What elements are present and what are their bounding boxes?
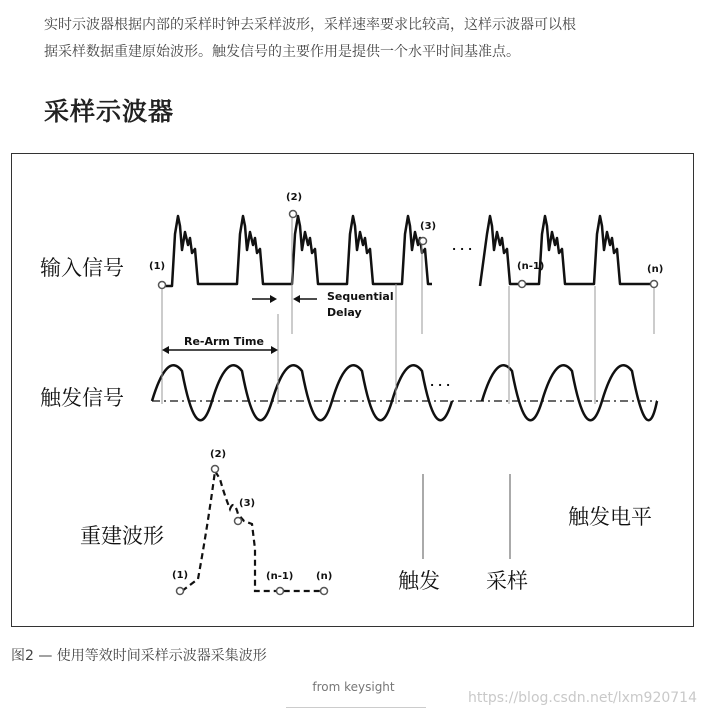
figure-caption: 图2 — 使用等效时间采样示波器采集波形 (11, 648, 267, 664)
row-label-trigger: 触发信号 (40, 386, 124, 410)
input-point-label-2: (2) (286, 192, 303, 203)
rearm-time-arrowhead-right (271, 346, 278, 354)
sampling-oscilloscope-diagram (11, 153, 694, 627)
input-point-label-3: (3) (420, 221, 437, 232)
reconstructed-point-n (321, 588, 328, 595)
reconstructed-point-n1 (277, 588, 284, 595)
intro-line-1: 实时示波器根据内部的采样时钟去采样波形，采样速率要求比较高，这样示波器可以根 (44, 17, 576, 33)
sample-point-3 (420, 238, 427, 245)
input-point-label-1: (1) (149, 261, 166, 272)
recon-point-label-n: (n) (316, 571, 333, 582)
sequential-delay-arrowhead-right (293, 295, 300, 303)
input-signal-waveform-tail (480, 216, 650, 286)
input-point-label-n1: (n-1) (517, 261, 545, 272)
intro-paragraph (44, 12, 664, 66)
sequential-delay-label-1: Sequential (327, 290, 394, 303)
rearm-time-arrowhead-left (162, 346, 169, 354)
sample-point-2 (290, 211, 297, 218)
row-label-reconstruct: 重建波形 (80, 524, 164, 548)
reconstructed-point-3 (235, 518, 242, 525)
reconstructed-point-1 (177, 588, 184, 595)
rearm-time-label: Re-Arm Time (184, 335, 264, 348)
sample-point-1 (159, 282, 166, 289)
trigger-ellipsis: . . . (430, 376, 451, 389)
intro-line-2: 据采样数据重建原始波形。触发信号的主要作用是提供一个水平时间基准点。 (44, 44, 520, 60)
sample-point-n (651, 281, 658, 288)
legend-sample-label: 采样 (486, 569, 528, 593)
legend-trigger-level-label: 触发电平 (568, 505, 652, 529)
diagram-canvas (12, 154, 695, 628)
trigger-signal-sine-tail (482, 365, 657, 420)
recon-point-label-2: (2) (210, 449, 227, 460)
legend-trigger-label: 触发 (398, 569, 440, 593)
source-divider (286, 707, 426, 708)
row-label-input: 输入信号 (40, 256, 124, 280)
recon-point-label-3: (3) (239, 498, 256, 509)
reconstructed-waveform (182, 471, 324, 591)
recon-point-label-1: (1) (172, 570, 189, 581)
reconstructed-point-2 (212, 466, 219, 473)
figure-source: from keysight (312, 680, 395, 694)
sequential-delay-label-2: Delay (327, 306, 362, 319)
input-signal-waveform (162, 216, 432, 286)
sequential-delay-arrowhead-left (270, 295, 277, 303)
recon-point-label-n1: (n-1) (266, 571, 294, 582)
sample-point-n1 (519, 281, 526, 288)
input-ellipsis: . . . (452, 240, 473, 253)
section-heading: 采样示波器 (44, 97, 175, 126)
input-point-label-n: (n) (647, 264, 664, 275)
watermark: https://blog.csdn.net/lxm920714 (467, 690, 697, 706)
trigger-signal-sine (152, 365, 452, 420)
